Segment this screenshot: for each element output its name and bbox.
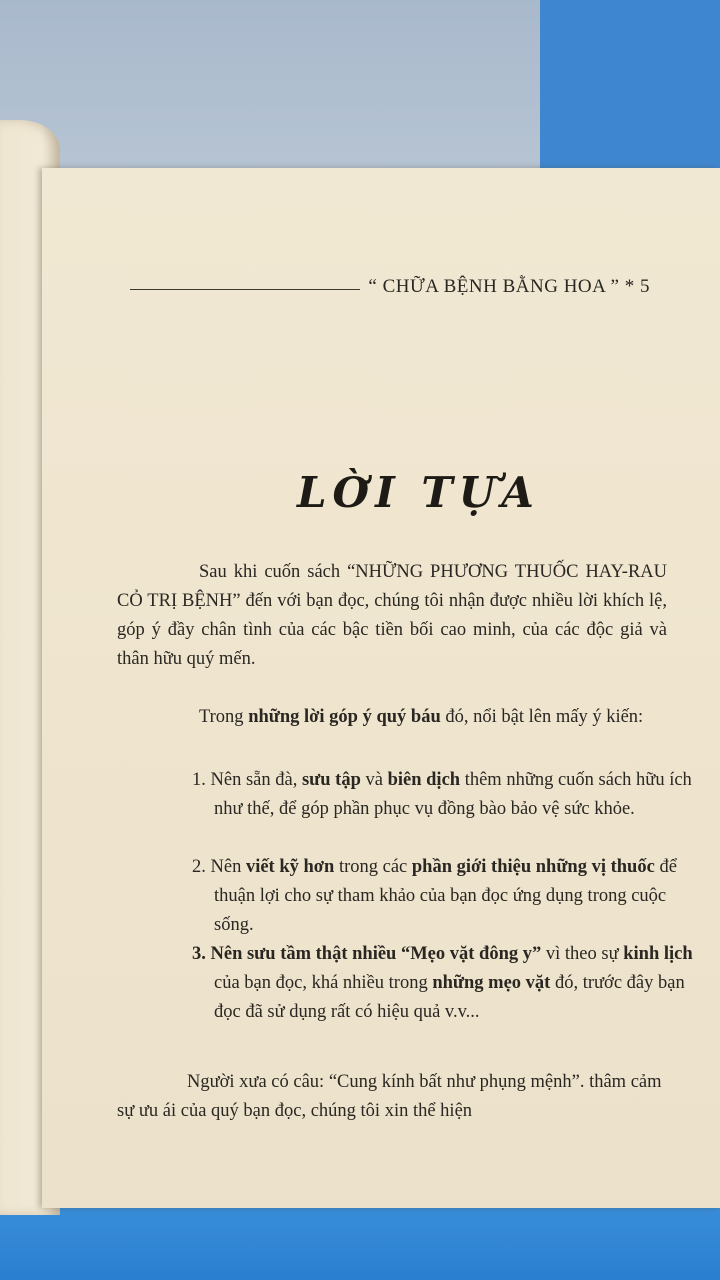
list-part: để thuận lợi cho sự tham khảo của bạn đọc ứng dụng trong cuộc sống.	[214, 857, 677, 935]
list-part-bold: Nên sưu tầm thật nhiều “Mẹo vặt đông y”	[210, 944, 542, 964]
list-part-bold: những mẹo vặt	[432, 973, 551, 993]
background-surface	[0, 0, 545, 170]
running-title: “ CHỮA BỆNH BẰNG HOA ” * 5	[360, 276, 650, 298]
list-part: và	[360, 770, 388, 790]
paragraph-1: Sau khi cuốn sách “NHỮNG PHƯƠNG THUỐC HAY-RAU CỎ TRỊ BỆNH” đến với bạn đọc, chúng tôi nhận được nhiều lời khích lệ, góp ý đầy chân tình của các bậc tiền bối cao minh, của các độc giả và thân hữu quý mến.	[117, 562, 667, 669]
running-header	[130, 276, 650, 306]
list-part-bold: biên dịch	[387, 770, 461, 790]
list-part: đó, trước đây bạn đọc đã sử dụng rất có hiệu quả v.v...	[214, 973, 685, 1022]
list-part: Nên	[210, 857, 246, 877]
list-part: thêm những cuốn sách hữu ích như thế, để góp phần phục vụ đồng bào bảo vệ sức khỏe.	[214, 770, 692, 819]
list-number: 1.	[192, 770, 206, 790]
paragraph-3: Người xưa có câu: “Cung kính bất như phụng mệnh”. thâm cảm sự ưu ái của quý bạn đọc, chúng tôi xin thể hiện	[117, 1072, 662, 1121]
page-heading: LỜI TỰA	[297, 468, 540, 517]
list-item-3	[192, 940, 694, 1027]
list-item-2	[192, 853, 694, 940]
list-part-bold: kinh lịch	[623, 944, 693, 964]
list-part: trong các	[334, 857, 412, 877]
list-item-1	[192, 766, 694, 824]
list-part-bold: sưu tập	[301, 770, 361, 790]
list-part-bold: viết kỹ hơn	[245, 857, 335, 877]
paragraph-2-end: đó, nổi bật lên mấy ý kiến:	[440, 707, 644, 727]
list-number: 2.	[192, 857, 206, 877]
list-part: Nên sẵn đà,	[210, 770, 302, 790]
list-part: vì theo sự	[541, 944, 624, 964]
paragraph-2	[117, 703, 667, 732]
paragraph-2-start: Trong	[199, 707, 249, 727]
book-page	[42, 168, 720, 1208]
paragraph-2-bold: những lời góp ý quý báu	[248, 707, 441, 727]
list-number: 3.	[192, 944, 206, 964]
list-part-bold: phần giới thiệu những vị thuốc	[411, 857, 655, 877]
list-part: của bạn đọc, khá nhiều trong	[214, 973, 433, 993]
